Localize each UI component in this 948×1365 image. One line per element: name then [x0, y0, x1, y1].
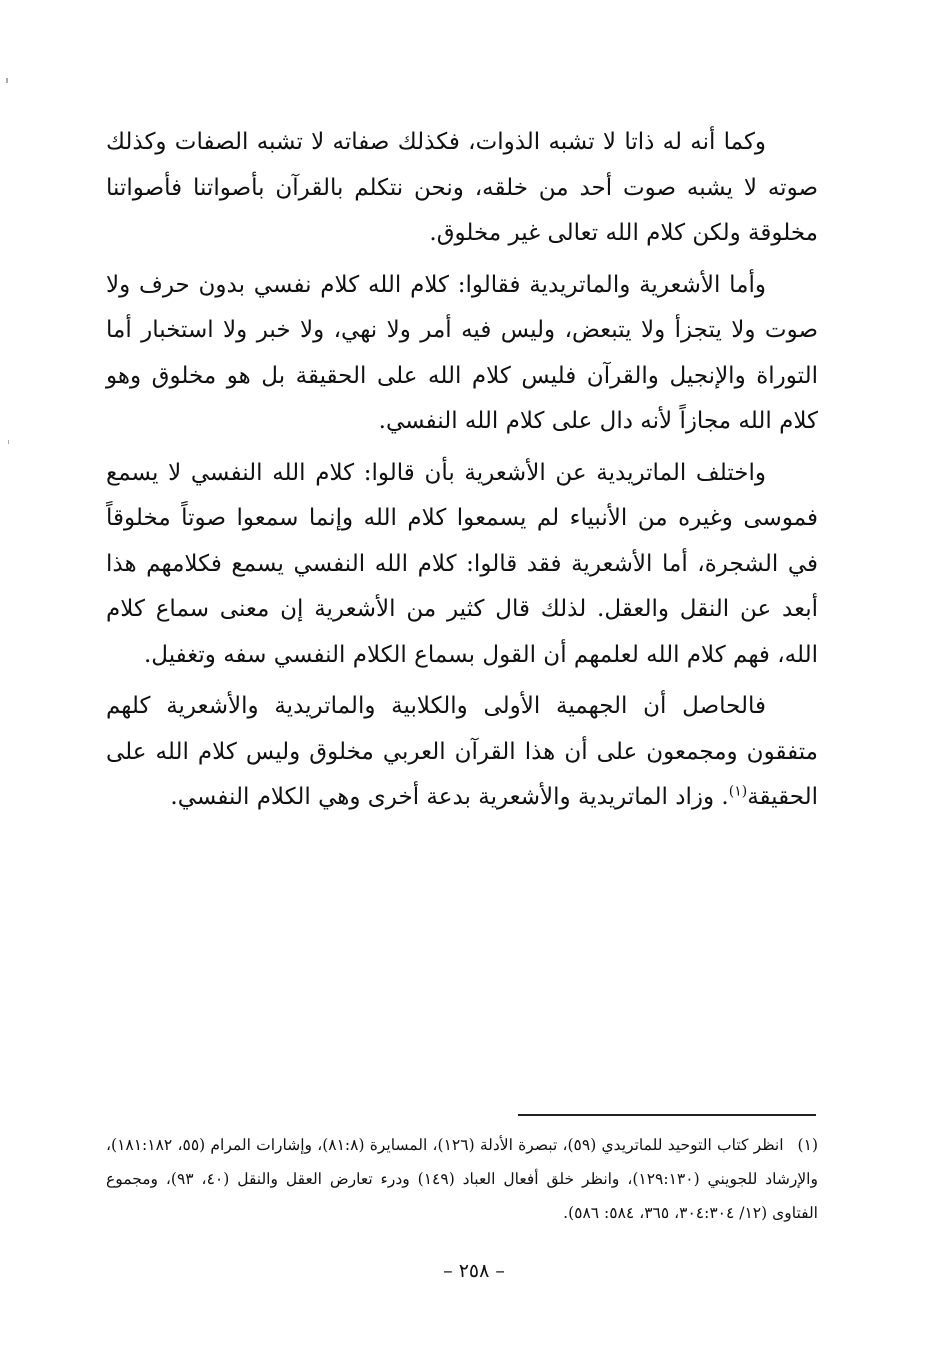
footnote-marker: (١) [797, 1136, 818, 1154]
footnotes-section [106, 1128, 818, 1230]
paragraph-text: . وزاد الماتريدية والأشعرية بدعة أخرى وهي الكلام النفسي. [170, 784, 729, 810]
scan-edge-mark [6, 78, 8, 83]
paragraph-text: فالحاصل أن الجهمية الأولى والكلابية والماتريدية والأشعرية كلهم متفقون ومجمعون على أن هذا القرآن العربي مخلوق وليس كلام الله على الحقيقة [106, 693, 818, 810]
footnote-separator [518, 1114, 816, 1116]
footnote-reference[interactable]: (١) [728, 783, 748, 800]
main-text-block [106, 120, 818, 827]
paragraph-with-footnote-ref [106, 684, 818, 821]
paragraph: واختلف الماتريدية عن الأشعرية بأن قالوا: كلام الله النفسي لا يسمع فموسى وغيره من الأنبياء لم يسمعوا كلام الله وإنما سمعوا صوتاً مخلوقاً في الشجرة، أما الأشعرية فقد قالوا: كلام الله النفسي يسمع فكلامهم هذا أبعد عن النقل والعقل. لذلك قال كثير من الأشعرية إن معنى سماع كلام الله، فهم كلام الله لعلمهم أن القول بسماع الكلام النفسي سفه وتغفيل. [106, 459, 818, 668]
paragraph: وكما أنه له ذاتا لا تشبه الذوات، فكذلك صفاته لا تشبه الصفات وكذلك صوته لا يشبه صوت أحد من خلقه، ونحن نتكلم بالقرآن بأصواتنا فأصواتنا مخلوقة ولكن كلام الله تعالى غير مخلوق. [106, 129, 818, 246]
footnote-text: انظر كتاب التوحيد للماتريدي (٥٩)، تبصرة الأدلة (١٢٦)، المسايرة (٨١:٨)، وإشارات المرام (٥٥، ١٨١:١٨٢)، والإرشاد للجويني (١٢٩:١٣٠)، وانظر خلق أفعال العباد (١٤٩) ودرء تعارض العقل والنقل (٤٠، ٩٣)، ومجموع الفتاوى (١٢/ ٣٠٤:٣٠٤، ٣٦٥، ٥٨٤: ٥٨٦). [106, 1136, 818, 1222]
footnote [106, 1128, 818, 1230]
paragraph: وأما الأشعرية والماتريدية فقالوا: كلام الله كلام نفسي بدون حرف ولا صوت ولا يتجزأ ولا يتبعض، وليس فيه أمر ولا نهي، ولا خبر ولا استخبار أما التوراة والإنجيل والقرآن فليس كلام الله على الحقيقة بل هو مخلوق وهو كلام الله مجازاً لأنه دال على كلام الله النفسي. [106, 271, 818, 434]
page-number: – ٢٥٨ – [443, 1260, 505, 1282]
scan-edge-mark [8, 440, 9, 444]
